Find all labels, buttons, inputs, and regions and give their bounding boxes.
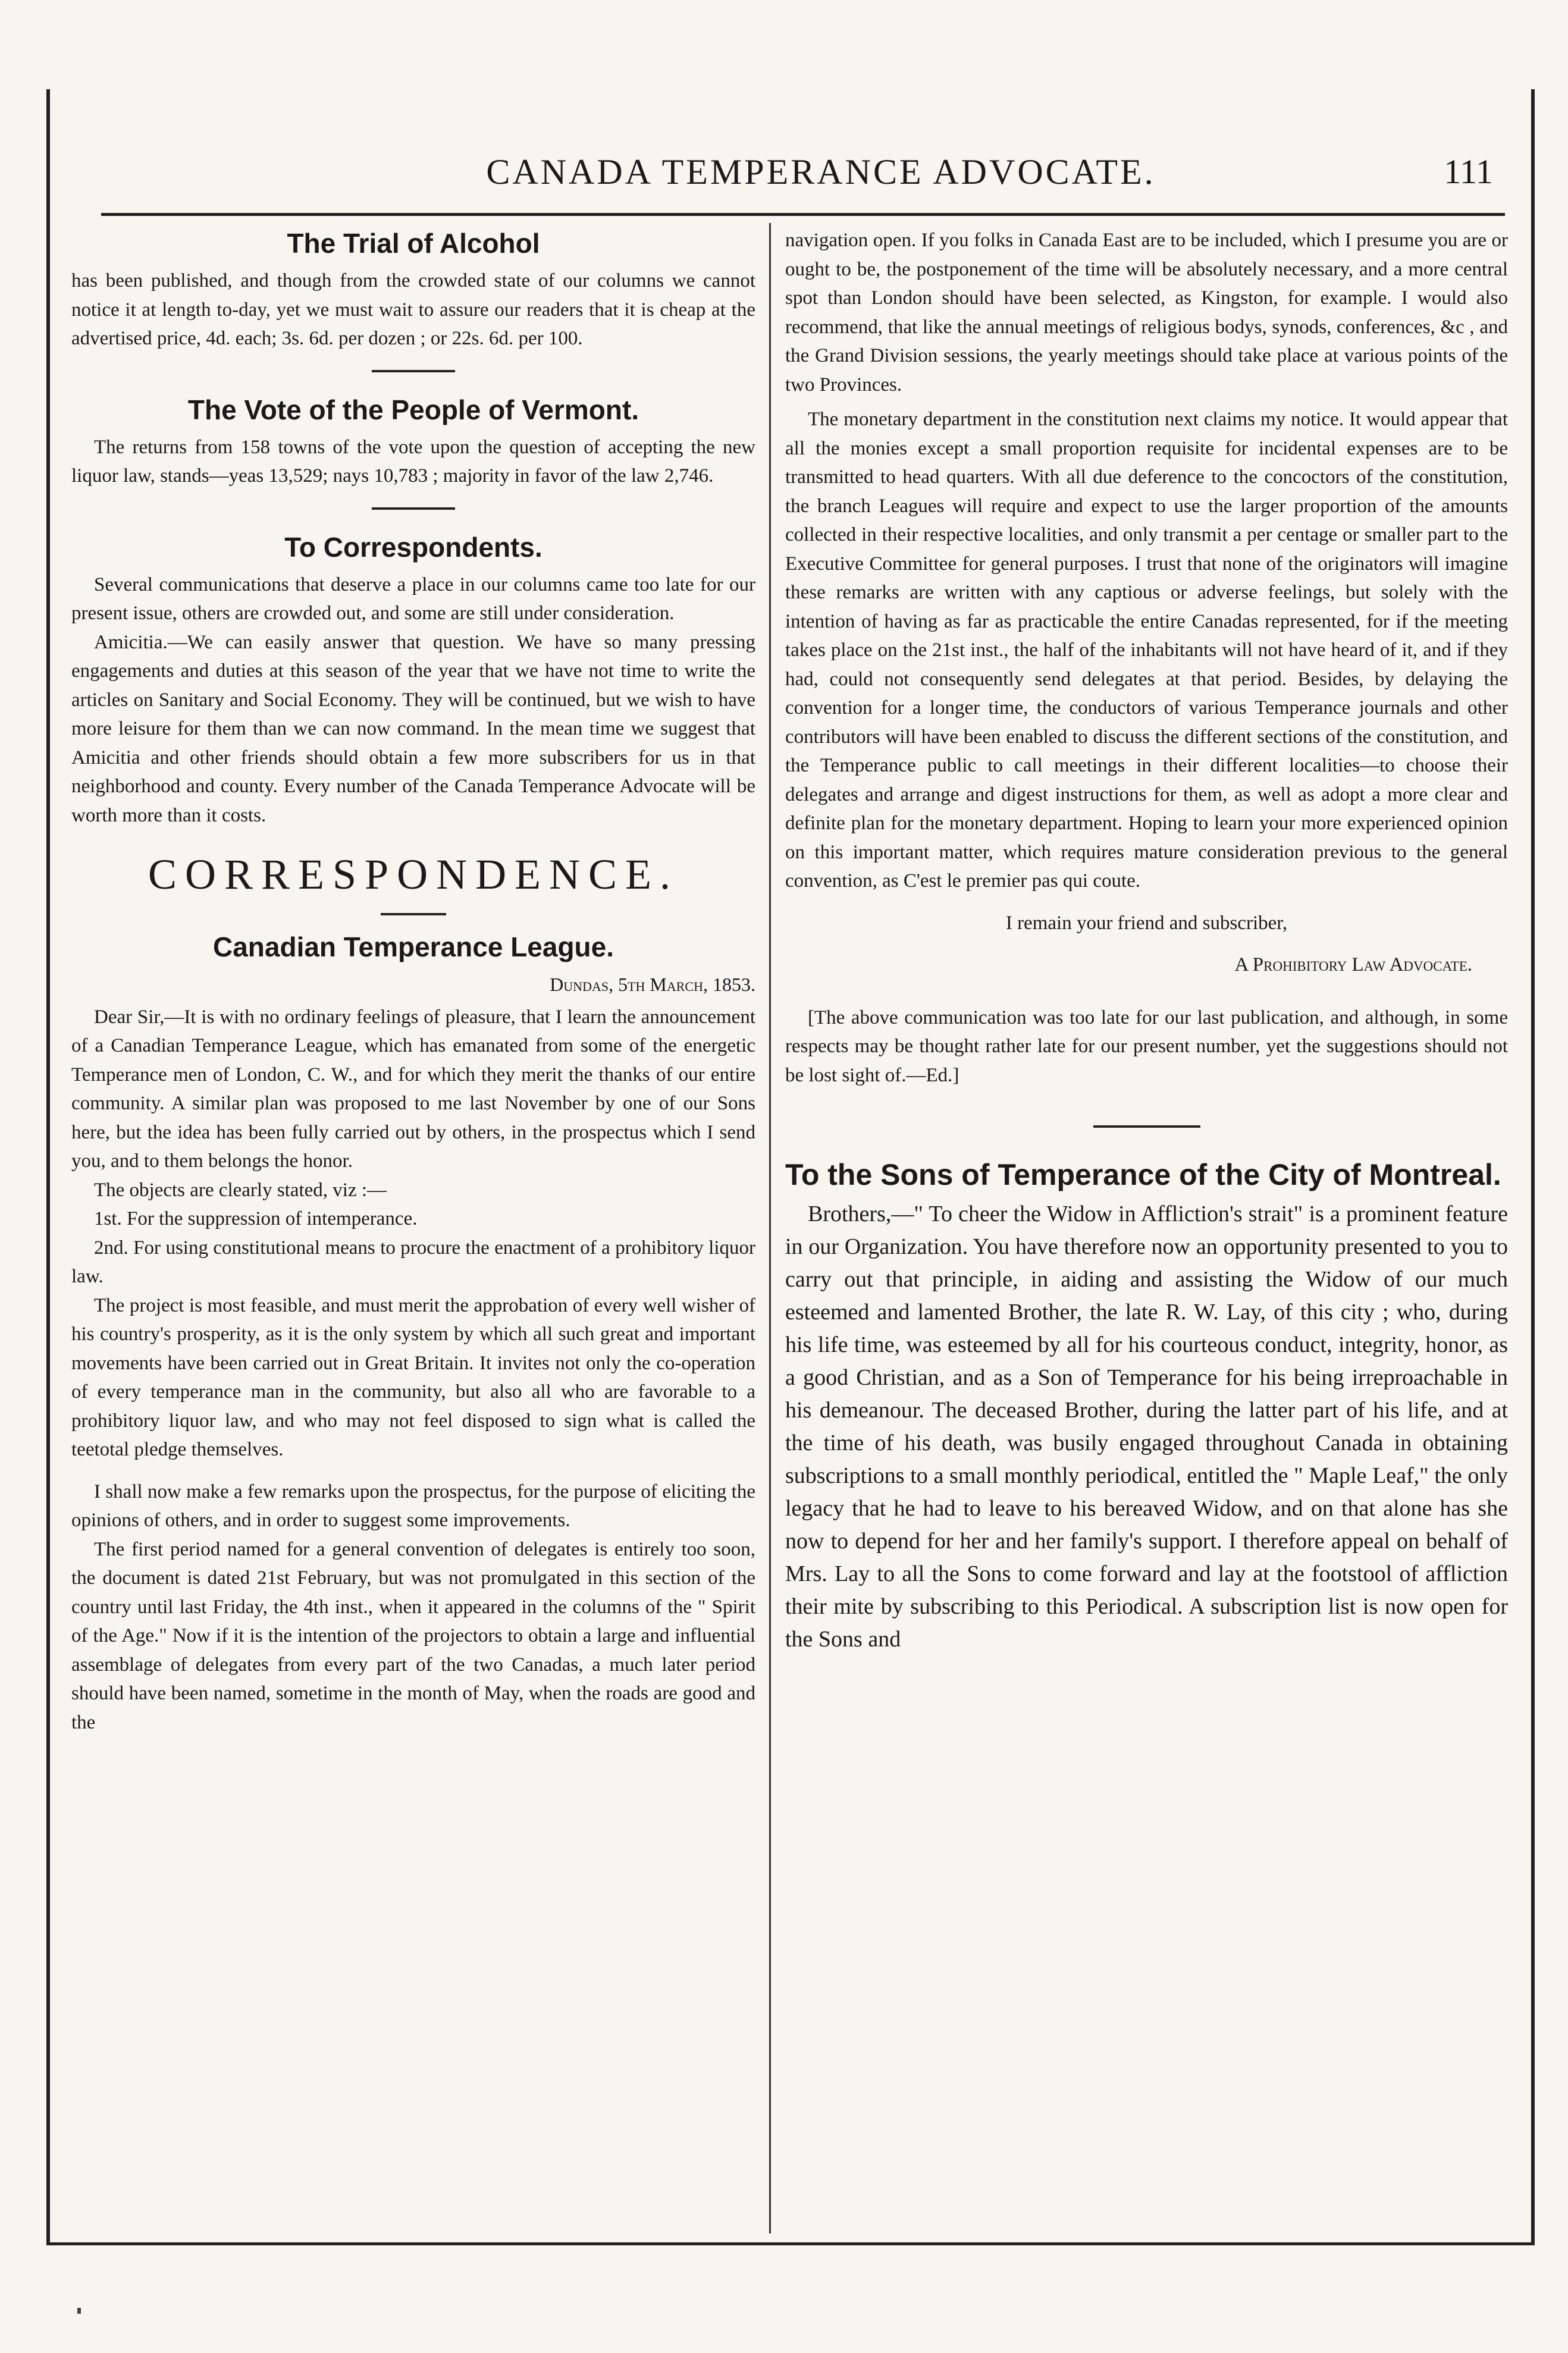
- paragraph: Amicitia.—We can easily answer that question. We have so many pressing engagements and duties at this season of the year that we have not time to write the articles on Sanitary and Social Economy. They will be continued, but we wish to have more leisure for them than we can now command. In the mean time we suggest that Amicitia and other friends should obtain a few more subscribers for us in that neighborhood and county. Every number of the Canada Temperance Advocate will be worth more than it costs.: [71, 631, 755, 826]
- article-vermont-vote: [71, 393, 755, 491]
- article-heading: To the Sons of Temperance of the City of Montreal.: [785, 1158, 1501, 1191]
- section-divider: [372, 507, 455, 510]
- column-divider: [769, 223, 771, 2233]
- article-heading: Canadian Temperance League.: [212, 931, 614, 962]
- article-heading: The Vote of the People of Vermont.: [187, 394, 639, 425]
- article-body: The returns from 158 towns of the vote upon the question of accepting the new liquor law, stands—yeas 13,529; nays 10,783 ; majority in favor of the law 2,746.: [71, 436, 755, 487]
- article-canadian-temperance-league: [71, 930, 755, 1737]
- section-divider: [1093, 1125, 1200, 1128]
- dateline: Dundas, 5th March, 1853.: [550, 974, 755, 995]
- left-column: [71, 226, 755, 1737]
- paragraph: The first period named for a general convention of delegates is entirely too soon, the document is dated 21st February, but was not promulgated in this section of the country until last Friday, the 4th inst., when it appeared in the columns of the " Spirit of the Age." Now if it is the intention of the projectors to obtain a large and influential assemblage of delegates from every part of the two Canadas, a much later period should have been named, sometime in the month of May, when the roads are good and the: [71, 1538, 755, 1733]
- paragraph: I shall now make a few remarks upon the prospectus, for the purpose of eliciting the opinions of others, and in order to suggest some improvements.: [71, 1480, 755, 1531]
- paragraph: Several communications that deserve a place in our columns came too late for our present issue, others are crowded out, and some are still under consideration.: [71, 573, 755, 624]
- publication-title: CANADA TEMPERANCE ADVOCATE.: [486, 152, 1156, 192]
- section-heading-correspondence: CORRESPONDENCE.: [148, 851, 679, 898]
- section-divider: [381, 913, 446, 915]
- article-sons-of-temperance-montreal: [785, 1157, 1508, 1656]
- page-number: 111: [1444, 152, 1493, 191]
- signature: A Prohibitory Law Advocate.: [1234, 954, 1472, 975]
- paragraph: 1st. For the suppression of intemperance.: [94, 1208, 418, 1229]
- editor-note: [The above communication was too late for our last publication, and although, in some respects may be thought rather late for our present number, yet the suggestions should not be lost sight of.—Ed.]: [785, 1006, 1508, 1086]
- article-body: Brothers,—" To cheer the Widow in Affliction's strait" is a prominent feature in our Organization. You have therefore now an opportunity presented to you to carry out that principle, in aiding and assisting the Widow of our much esteemed and lamented Brother, the late R. W. Lay, of this city ; who, during his life time, was esteemed by all for his courteous conduct, integrity, honor, as a good Christian, and as a Son of Temperance for his being irreproachable in his demeanour. The deceased Brother, during the latter part of his life, and at the time of his death, was busily engaged throughout Canada in obtaining subscriptions to a small monthly periodical, entitled the " Maple Leaf," the only legacy that he had to leave to his bereaved Widow, and on that alone has she now to depend for her and her family's support. I therefore appeal on behalf of Mrs. Lay to all the Sons to come forward and lay at the footstool of affliction their mite by subscribing to this Periodical. A subscription list is now open for the Sons and: [785, 1201, 1508, 1652]
- article-body: has been published, and though from the crowded state of our columns we cannot notice it at length to-day, yet we must wait to assure our readers that it is cheap at the advertised price, 4d. each; 3s. 6d. per dozen ; or 22s. 6d. per 100.: [71, 270, 755, 349]
- paragraph: navigation open. If you folks in Canada East are to be included, which I presume you are or ought to be, the postponement of the time will be absolutely necessary, and a more central spot than London should have been selected, as Kingston, for example. I would also recommend, that like the annual meetings of religious bodys, synods, conferences, &c , and the Grand Division sessions, the yearly meetings should take place at various points of the two Provinces.: [785, 230, 1508, 396]
- paragraph: The project is most feasible, and must merit the approbation of every well wisher of his country's prosperity, as it is the only system by which all such great and important movements have been carried out in Great Britain. It invites not only the co-operation of every temperance man in the community, but also all who are favorable to a prohibitory liquor law, and who may not feel disposed to sign what is called the teetotal pledge themselves.: [71, 1294, 755, 1460]
- article-trial-of-alcohol: [71, 226, 755, 353]
- paragraph: The monetary department in the constitution next claims my notice. It would appear that all the monies except a small proportion requisite for incidental expenses are to be transmitted to head quarters. With all due deference to the concoctors of the constitution, the branch Leagues will require and expect to use the larger proportion of the amounts collected in their respective localities, and only transmit a per centage or smaller part to the Executive Committee for general purposes. I trust that none of the originators will imagine these remarks are written with any captious or adverse feelings, but solely with the intention of having as far as practicable the entire Canadas represented, for if the meeting takes place on the 21st inst., the half of the inhabitants will not have heard of it, and if they had, could not consequently send delegates at that period. Besides, by delaying the convention for a longer time, the conductors of various Temperance journals and other contributors will have been enabled to discuss the different sections of the constitution, and the Temperance public to call meetings in their different localities—to choose their delegates and arrange and digest instructions for them, as well as adopt a more clear and definite plan for the monetary department. Hoping to learn your more experienced opinion on this important matter, which requires mature consideration previous to the general convention, as C'est le premier pas qui coute.: [785, 409, 1508, 892]
- article-heading: The Trial of Alcohol: [287, 228, 540, 259]
- paragraph: Dear Sir,—It is with no ordinary feelings of pleasure, that I learn the announcement of a Canadian Temperance League, which has emanated from some of the energetic Temperance men of London, C. W., and for which they merit the thanks of our entire community. A similar plan was proposed to me last November by one of our Sons here, but the idea has been fully carried out by others, in the prospectus which I send you, and to them belongs the honor.: [71, 1006, 755, 1172]
- section-divider: [372, 370, 455, 372]
- right-column: [785, 226, 1508, 1656]
- closing-line: I remain your friend and subscriber,: [1005, 912, 1288, 934]
- header-rule: [101, 213, 1505, 216]
- paragraph: 2nd. For using constitutional means to procure the enactment of a prohibitory liquor law.: [71, 1237, 755, 1287]
- paragraph: The objects are clearly stated, viz :—: [94, 1179, 387, 1201]
- article-league-continued: [785, 226, 1508, 1090]
- page-mark: [77, 2308, 81, 2314]
- article-heading: To Correspondents.: [284, 531, 542, 563]
- article-to-correspondents: [71, 530, 755, 830]
- page-header: [119, 152, 1505, 205]
